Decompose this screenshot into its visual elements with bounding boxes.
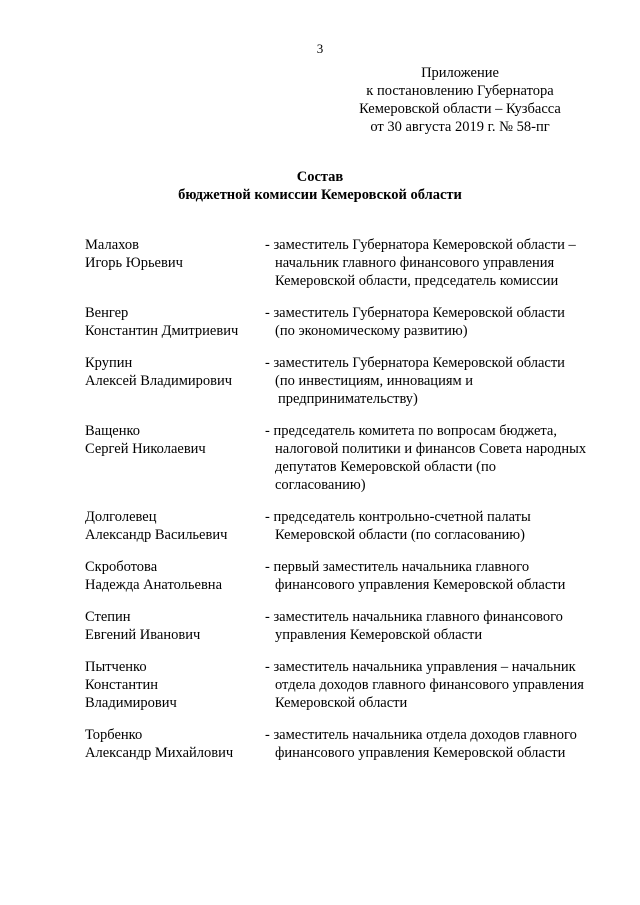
role-line: - заместитель Губернатора Кемеровской области (265, 305, 565, 321)
member-given-name: Константин (85, 677, 158, 693)
role-line: предпринимательству) (278, 391, 418, 407)
member-given-name: Евгений Иванович (85, 627, 201, 643)
member-entry (85, 508, 605, 544)
member-role (255, 304, 605, 340)
member-name (85, 354, 255, 408)
member-given-name: Игорь Юрьевич (85, 255, 183, 271)
member-entry (85, 608, 605, 644)
appendix-block (330, 64, 590, 136)
member-entry (85, 304, 605, 340)
role-line: согласованию) (275, 477, 366, 493)
member-given-name: Константин Дмитриевич (85, 323, 239, 339)
member-name (85, 236, 255, 290)
member-name (85, 304, 255, 340)
role-line: управления Кемеровской области (275, 627, 483, 643)
member-surname: Долголевец (85, 509, 157, 525)
role-line: - заместитель начальника управления – начальник (265, 659, 576, 675)
document-title (0, 168, 640, 204)
member-name (85, 658, 255, 712)
member-name (85, 508, 255, 544)
member-entry (85, 354, 605, 408)
member-patronymic: Владимирович (85, 695, 177, 711)
role-line: начальник главного финансового управления (275, 255, 555, 271)
member-entry (85, 726, 605, 762)
member-surname: Малахов (85, 237, 139, 253)
role-line: - заместитель начальника главного финансового (265, 609, 563, 625)
member-role (255, 508, 605, 544)
role-line: Кемеровской области (275, 695, 408, 711)
role-line: Кемеровской области (по согласованию) (275, 527, 525, 543)
member-surname: Скроботова (85, 559, 158, 575)
member-given-name: Надежда Анатольевна (85, 577, 222, 593)
member-role (255, 422, 605, 494)
member-surname: Венгер (85, 305, 129, 321)
role-line: - заместитель начальника отдела доходов главного (265, 727, 577, 743)
role-line: - председатель контрольно-счетной палаты (265, 509, 531, 525)
role-line: (по инвестициям, инновациям и (275, 373, 474, 389)
member-given-name: Сергей Николаевич (85, 441, 206, 457)
role-line: Кемеровской области, председатель комиссии (275, 273, 559, 289)
member-role (255, 658, 605, 712)
page-number: 3 (316, 41, 324, 56)
title-line-2: бюджетной комиссии Кемеровской области (178, 187, 462, 203)
role-line: - заместитель Губернатора Кемеровской области (265, 355, 565, 371)
appendix-line: от 30 августа 2019 г. № 58-пг (370, 119, 550, 135)
appendix-line: Приложение (421, 65, 499, 81)
appendix-line: Кемеровской области – Кузбасса (359, 101, 561, 117)
member-entry (85, 658, 605, 712)
member-role (255, 726, 605, 762)
appendix-line: к постановлению Губернатора (366, 83, 554, 99)
member-name (85, 726, 255, 762)
member-role (255, 236, 605, 290)
member-surname: Степин (85, 609, 131, 625)
role-line: (по экономическому развитию) (275, 323, 468, 339)
member-role (255, 608, 605, 644)
role-line: - заместитель Губернатора Кемеровской области – (265, 237, 576, 253)
member-surname: Пытченко (85, 659, 147, 675)
member-given-name: Александр Васильевич (85, 527, 228, 543)
member-surname: Ващенко (85, 423, 141, 439)
members-list (85, 236, 605, 761)
member-given-name: Александр Михайлович (85, 745, 234, 761)
member-name (85, 422, 255, 494)
role-line: финансового управления Кемеровской области (275, 745, 566, 761)
role-line: финансового управления Кемеровской области (275, 577, 566, 593)
role-line: - председатель комитета по вопросам бюджета, (265, 423, 557, 439)
member-surname: Торбенко (85, 727, 143, 743)
role-line: - первый заместитель начальника главного (265, 559, 530, 575)
member-role (255, 354, 605, 408)
member-entry (85, 422, 605, 494)
member-role (255, 558, 605, 594)
member-surname: Крупин (85, 355, 133, 371)
member-given-name: Алексей Владимирович (85, 373, 233, 389)
role-line: отдела доходов главного финансового управления (275, 677, 584, 693)
member-entry (85, 558, 605, 594)
title-line-1: Состав (296, 169, 344, 185)
role-line: налоговой политики и финансов Совета народных (275, 441, 587, 457)
member-name (85, 558, 255, 594)
member-entry (85, 236, 605, 290)
member-name (85, 608, 255, 644)
role-line: депутатов Кемеровской области (по (275, 459, 497, 475)
